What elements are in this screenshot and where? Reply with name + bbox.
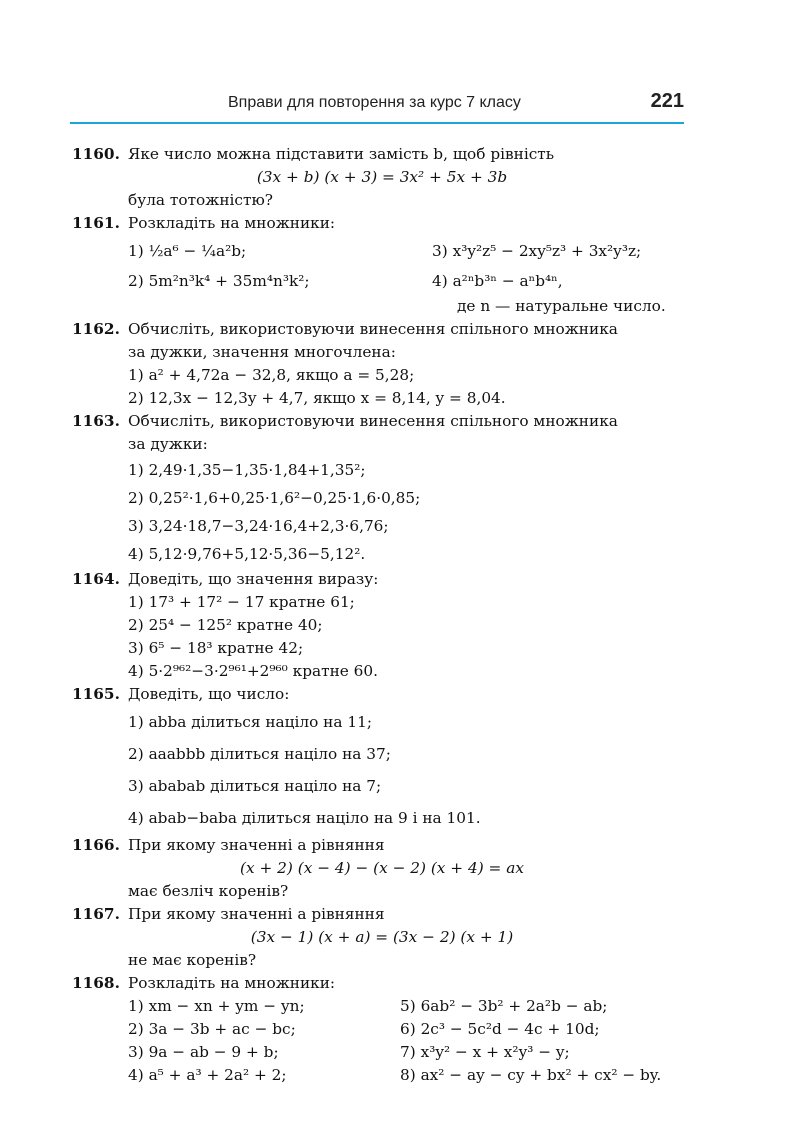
continuation-line — [72, 433, 692, 456]
item-row — [72, 267, 692, 295]
item-4: 4) 5·2⁹⁶²−3·2⁹⁶¹+2⁹⁶⁰ кратне 60. — [128, 662, 379, 680]
exercise-number: 1161. — [72, 214, 120, 232]
exercise-task: Яке число можна підставити замість b, щоб рівність — [128, 145, 555, 163]
item-2: 2) 5m²n³k⁴ + 35m⁴n³k²; — [128, 272, 310, 290]
item-row — [72, 1018, 692, 1041]
item-8: 8) ax² − ay − cy + bx² + cx² − by. — [400, 1066, 662, 1084]
exercise-number: 1167. — [72, 905, 120, 923]
exercise-task-tail: була тотожністю? — [128, 191, 273, 209]
equation-line — [72, 857, 692, 880]
equation: (3x + b) (x + 3) = 3x² + 5x + 3b — [256, 168, 508, 186]
running-title: Вправи для повторення за курс 7 класу — [228, 94, 521, 111]
item-row — [72, 387, 692, 410]
continuation-line — [72, 189, 692, 212]
exercise-task: Доведіть, що число: — [128, 685, 290, 703]
exercise-1168 — [72, 972, 692, 995]
item-row — [72, 770, 692, 802]
item-row — [72, 614, 692, 637]
item-2: 2) 25⁴ − 125² кратне 40; — [128, 616, 323, 634]
exercise-task-tail: за дужки, значення многочлена: — [128, 343, 396, 361]
exercise-1163 — [72, 410, 692, 433]
exercise-1162 — [72, 318, 692, 341]
equation: (x + 2) (x − 4) − (x − 2) (x + 4) = ax — [240, 859, 524, 877]
exercise-task-tail: має безліч коренів? — [128, 882, 289, 900]
item-1: 1) abba ділиться націло на 11; — [128, 713, 372, 731]
exercise-number: 1160. — [72, 145, 120, 163]
equation-line — [72, 926, 692, 949]
item-row — [72, 802, 692, 834]
exercise-number: 1163. — [72, 412, 120, 430]
item-4: 4) 5,12·9,76+5,12·5,36−5,12². — [128, 545, 366, 563]
item-row — [72, 1064, 692, 1087]
exercise-number: 1165. — [72, 685, 120, 703]
item-row — [72, 706, 692, 738]
item-3: 3) 9a − ab − 9 + b; — [128, 1043, 279, 1061]
item-row — [72, 484, 692, 512]
item-3: 3) ababab ділиться націло на 7; — [128, 777, 382, 795]
item-row — [72, 995, 692, 1018]
exercise-task: Обчисліть, використовуючи винесення спільного множника — [128, 412, 618, 430]
item-4: 4) abab−baba ділиться націло на 9 і на 101. — [128, 809, 481, 827]
exercise-task-tail: за дужки: — [128, 435, 208, 453]
item-2: 2) 12,3x − 12,3y + 4,7, якщо x = 8,14, y = 8,04. — [128, 389, 506, 407]
item-row — [72, 364, 692, 387]
exercise-task: При якому значенні a рівняння — [128, 905, 385, 923]
header-divider — [70, 122, 684, 124]
item-4: 4) a⁵ + a³ + 2a² + 2; — [128, 1066, 287, 1084]
item-1: 1) a² + 4,72a − 32,8, якщо a = 5,28; — [128, 366, 415, 384]
equation: (3x − 1) (x + a) = (3x − 2) (x + 1) — [250, 928, 514, 946]
item-1: 1) xm − xn + ym − yn; — [128, 997, 305, 1015]
item-row — [72, 738, 692, 770]
item-1: 1) 17³ + 17² − 17 кратне 61; — [128, 593, 355, 611]
item-row — [72, 235, 692, 267]
exercise-1166 — [72, 834, 692, 857]
exercise-1161 — [72, 212, 692, 235]
exercise-task: При якому значенні a рівняння — [128, 836, 385, 854]
continuation-line — [72, 949, 692, 972]
exercise-number: 1164. — [72, 570, 120, 588]
item-3: 3) 3,24·18,7−3,24·16,4+2,3·6,76; — [128, 517, 389, 535]
item-row — [72, 1041, 692, 1064]
note-line — [72, 295, 692, 318]
equation-line — [72, 166, 692, 189]
exercise-task-tail: не має коренів? — [128, 951, 257, 969]
exercise-1167 — [72, 903, 692, 926]
item-1: 1) 2,49·1,35−1,35·1,84+1,35²; — [128, 461, 366, 479]
item-7: 7) x³y² − x + x²y³ − y; — [400, 1043, 570, 1061]
item-2: 2) 3a − 3b + ac − bc; — [128, 1020, 296, 1038]
item-1: 1) ½a⁶ − ¼a²b; — [128, 242, 247, 260]
exercise-list — [72, 143, 692, 1087]
exercise-1165 — [72, 683, 692, 706]
item-row — [72, 591, 692, 614]
exercise-number: 1162. — [72, 320, 120, 338]
item-row — [72, 456, 692, 484]
item-row — [72, 540, 692, 568]
item-2: 2) aaabbb ділиться націло на 37; — [128, 745, 391, 763]
exercise-1164 — [72, 568, 692, 591]
page-header — [70, 88, 684, 116]
continuation-line — [72, 341, 692, 364]
exercise-task: Розкладіть на множники: — [128, 214, 336, 232]
item-5: 5) 6ab² − 3b² + 2a²b − ab; — [400, 997, 608, 1015]
exercise-task: Розкладіть на множники: — [128, 974, 336, 992]
item-4-note: де n — натуральне число. — [457, 297, 666, 315]
item-3: 3) 6⁵ − 18³ кратне 42; — [128, 639, 304, 657]
exercise-task: Обчисліть, використовуючи винесення спільного множника — [128, 320, 618, 338]
item-3: 3) x³y²z⁵ − 2xy⁵z³ + 3x²y³z; — [432, 242, 642, 260]
item-row — [72, 660, 692, 683]
item-2: 2) 0,25²·1,6+0,25·1,6²−0,25·1,6·0,85; — [128, 489, 421, 507]
item-row — [72, 512, 692, 540]
page-number: 221 — [650, 90, 684, 112]
exercise-number: 1166. — [72, 836, 120, 854]
exercise-1160 — [72, 143, 692, 166]
exercise-number: 1168. — [72, 974, 120, 992]
item-4: 4) a²ⁿb³ⁿ − aⁿb⁴ⁿ, — [432, 272, 563, 290]
item-row — [72, 637, 692, 660]
continuation-line — [72, 880, 692, 903]
item-6: 6) 2c³ − 5c²d − 4c + 10d; — [400, 1020, 600, 1038]
exercise-task: Доведіть, що значення виразу: — [128, 570, 379, 588]
